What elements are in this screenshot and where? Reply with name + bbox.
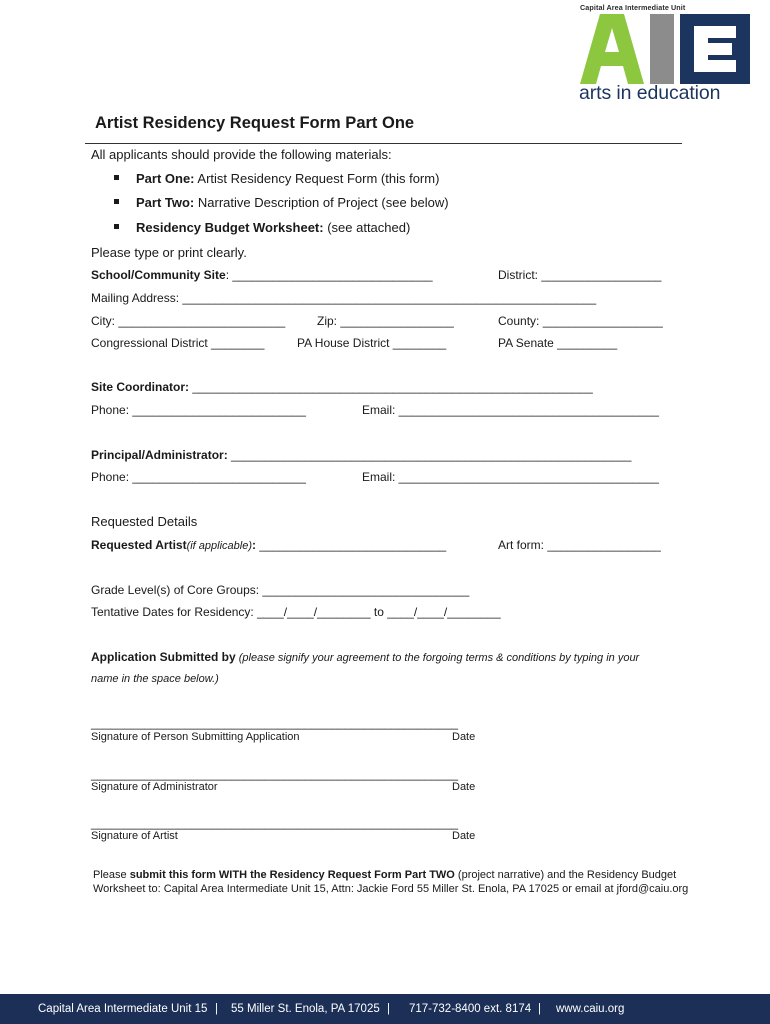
footer-phone: 717-732-8400 ext. 8174	[409, 1003, 532, 1015]
city-field[interactable]: City: _________________________	[91, 314, 286, 328]
instruction-text: Please type or print clearly.	[91, 245, 247, 260]
intro-text: All applicants should provide the following materials:	[91, 147, 392, 162]
footer-website-link[interactable]: www.caiu.org	[556, 1003, 625, 1015]
submit-instructions: Please submit this form WITH the Residency Request Form Part TWO (project narrative) and the Residency Budget	[93, 869, 677, 881]
site-coordinator-field[interactable]: Site Coordinator: ____________________________________________________________	[91, 380, 593, 394]
date-label: Date	[452, 731, 476, 743]
material-item: Residency Budget Worksheet: (see attached)	[136, 220, 411, 235]
county-field[interactable]: County: __________________	[498, 314, 663, 328]
footer-org: Capital Area Intermediate Unit 15	[38, 1003, 208, 1015]
residency-dates-field[interactable]: Tentative Dates for Residency: ____/____/________ to ____/____/________	[91, 605, 501, 619]
principal-field[interactable]: Principal/Administrator: ____________________________________________________________	[91, 448, 632, 462]
footer-bar	[0, 994, 770, 1024]
logo-tagline: arts in education	[579, 82, 721, 104]
pa-house-district-field[interactable]: PA House District ________	[297, 336, 447, 350]
principal-email-field[interactable]: Email: _______________________________________	[362, 470, 659, 484]
requested-artist-field[interactable]: Requested Artist(if applicable): ____________________________	[91, 538, 447, 552]
requested-details-heading: Requested Details	[91, 514, 198, 529]
logo-org-name: Capital Area Intermediate Unit	[580, 3, 686, 12]
signature-label: Signature of Person Submitting Application	[91, 731, 300, 743]
aie-logo	[578, 3, 752, 103]
title-divider	[85, 143, 682, 144]
footer-separator: |	[387, 1003, 390, 1015]
signature-line-artist[interactable]: _______________________________________________________	[91, 816, 459, 830]
date-label: Date	[452, 830, 476, 842]
footer-separator: |	[215, 1003, 218, 1015]
pa-senate-field[interactable]: PA Senate _________	[498, 336, 618, 350]
form-title: Artist Residency Request Form Part One	[95, 114, 415, 132]
material-item: Part One: Artist Residency Request Form (this form)	[136, 171, 440, 186]
application-submitted-label: Application Submitted by (please signify your agreement to the forgoing terms & conditions by typing in your	[91, 650, 640, 664]
bullet-icon	[114, 224, 119, 229]
signature-line-submitter[interactable]: _______________________________________________________	[91, 716, 459, 730]
principal-phone-field[interactable]: Phone: __________________________	[91, 470, 306, 484]
aie-letters-logo	[580, 14, 750, 84]
signature-line-administrator[interactable]: _______________________________________________________	[91, 767, 459, 781]
grade-levels-field[interactable]: Grade Level(s) of Core Groups: _______________________________	[91, 583, 470, 597]
coordinator-email-field[interactable]: Email: _______________________________________	[362, 403, 659, 417]
submit-instructions-address: Worksheet to: Capital Area Intermediate Unit 15, Attn: Jackie Ford 55 Miller St. Enola, PA 17025 or email at jford@caiu.org	[93, 883, 689, 895]
bullet-icon	[114, 175, 119, 180]
mailing-address-field[interactable]: Mailing Address: ______________________________________________________________	[91, 291, 597, 305]
bullet-icon	[114, 199, 119, 204]
zip-field[interactable]: Zip: _________________	[317, 314, 454, 328]
signature-label: Signature of Administrator	[91, 781, 218, 793]
coordinator-phone-field[interactable]: Phone: __________________________	[91, 403, 306, 417]
art-form-field[interactable]: Art form: _________________	[498, 538, 661, 552]
application-note: name in the space below.)	[91, 673, 219, 685]
footer-separator: |	[538, 1003, 541, 1015]
signature-label: Signature of Artist	[91, 830, 178, 842]
material-item: Part Two: Narrative Description of Project (see below)	[136, 195, 449, 210]
district-field[interactable]: District: __________________	[498, 268, 662, 282]
footer-address: 55 Miller St. Enola, PA 17025	[231, 1003, 380, 1015]
date-label: Date	[452, 781, 476, 793]
congressional-district-field[interactable]: Congressional District ________	[91, 336, 265, 350]
school-site-field[interactable]: School/Community Site: ______________________________	[91, 268, 433, 282]
